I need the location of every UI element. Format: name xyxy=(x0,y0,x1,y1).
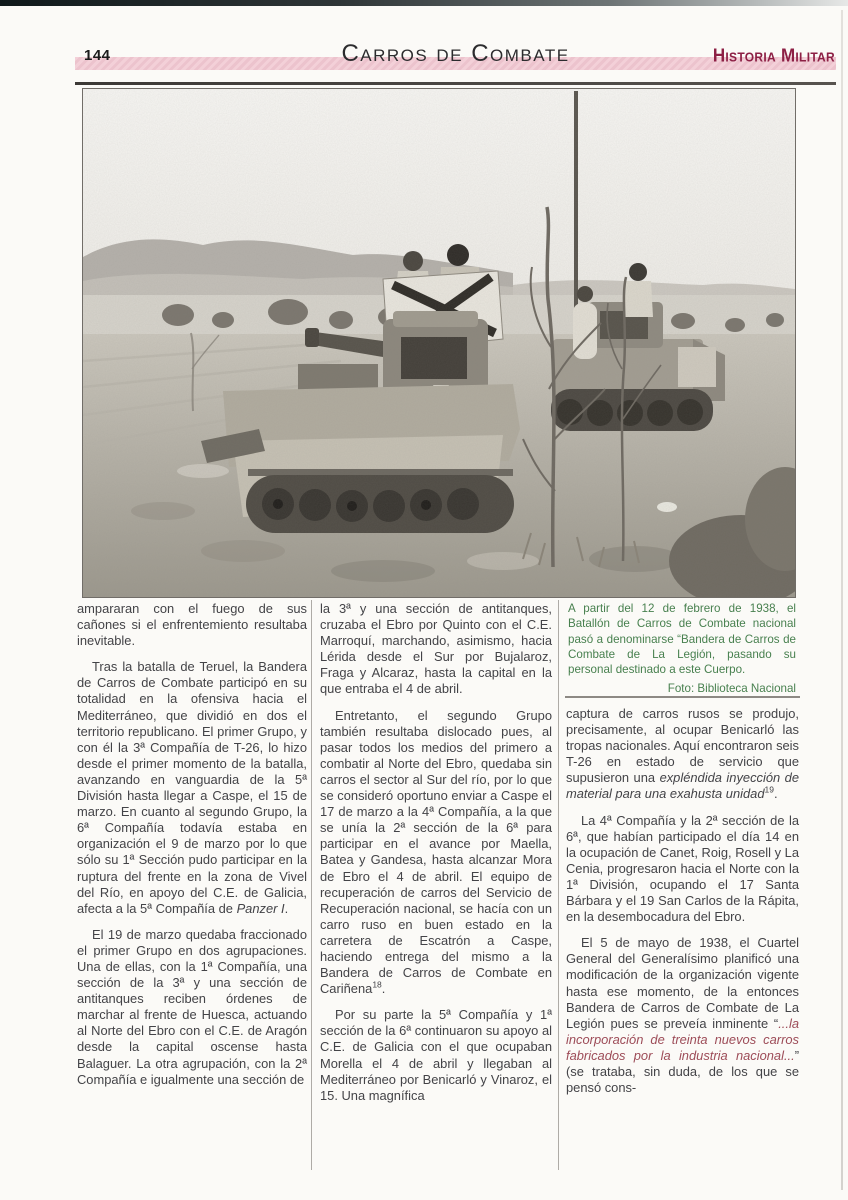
paragraph xyxy=(77,927,307,1088)
paragraph-text: . xyxy=(773,786,778,802)
paragraph-text: ” (se trataba, sin duda, de los que se pensó cons- xyxy=(566,1047,799,1096)
text-column-2 xyxy=(320,601,552,1114)
paragraph xyxy=(320,708,552,998)
paragraph-text: ampararan con el fuego de sus cañones si el enfrentemiento resultaba inevitable. xyxy=(77,601,307,649)
paragraph-text: La 4ª Compañía y la 2ª sección de la 6ª, que habían participado el día 14 en la ocupación de Canet, Roig, Rosell y La Cenia, progresaron hacia el Norte con la 1ª División, ocupando el 17 Santa Bárbara y el 19 San Carlos de la Rápita, en la desembocadura del Ebro. xyxy=(566,812,799,925)
photo-caption xyxy=(568,601,796,697)
header-rule xyxy=(75,82,836,85)
paragraph xyxy=(77,659,307,917)
text-column-1 xyxy=(77,601,307,1098)
section-title: Carros de Combate xyxy=(341,40,570,67)
tank-photo xyxy=(82,88,796,598)
caption-text: A partir del 12 de febrero de 1938, el Batallón de Carros de Combate nacional pasó a denominarse “Bandera de Carros de Combate de La Legión, pasando su personal destinado a este Cuerpo. xyxy=(568,602,796,677)
paragraph-text: . xyxy=(381,981,386,997)
paragraph xyxy=(320,601,552,698)
caption-credit: Foto: Biblioteca Nacional xyxy=(667,682,796,696)
scan-edge-top xyxy=(0,0,848,6)
tank-photo-illustration xyxy=(83,89,795,597)
footnote-marker: 19 xyxy=(764,785,774,796)
paragraph xyxy=(77,601,307,649)
page-number: 144 xyxy=(84,47,111,64)
paragraph-text: El 19 de marzo quedaba fraccionado el primer Grupo en dos agrupaciones. Una de ellas, con la 1ª Compañía, una sección de la 3ª y una sección de antitanques reciben órdenes de marchar al frente de Huesca, actuando al Norte del Ebro con el C.E. de Aragón desde la capital oscense hasta Balaguer. La otra agrupación, con la 2ª Compañía e igualmente una sección de xyxy=(77,926,307,1087)
column-divider-2 xyxy=(558,600,559,1170)
paragraph-text: Tras la batalla de Teruel, la Bandera de Carros de Combate participó en su totalidad en la ofensiva hacia el Mediterráneo, que dividió en dos el territorio republicano. El primer Grupo, y con él la 3ª Compañía de T-26, lo hizo desde el primer momento de la batalla, avanzando en vanguardia de la 5ª División hasta llegar a Caspe, el 15 de marzo. En cuanto al segundo Grupo, la 6ª Compañía todavía estaba en organización el 9 de marzo por lo que sólo su 1ª Sección pudo participar en la ruptura del frente en la zona de Vivel del Río, en apoyo del C.E. de Galicia, afecta a la 5ª Compañía de xyxy=(77,659,307,916)
caption-rule xyxy=(565,696,800,698)
paragraph xyxy=(320,1007,552,1104)
magazine-logo: Historia Militar xyxy=(712,45,835,66)
quoted-italic-text: ...la incorporación de treinta nuevos carros fabricados por la industria nacional... xyxy=(566,1015,799,1063)
italic-text: expléndida inyección de material para una exahusta unidad xyxy=(566,770,799,802)
paragraph-text: Por su parte la 5ª Compañía y 1ª sección de la 6ª continuaron su apoyo al C.E. de Galicia con el que ocupaban Morella el 4 de abril y llegaban al Mediterráneo por Benicarló y Vinaroz, el 15. Una magnífica xyxy=(320,1007,552,1103)
paragraph-text: Entretanto, el segundo Grupo también resultaba dislocado pues, al pasar todos los medios del primero a combatir al Norte del Ebro, quedaba sin carros el sector al Sur del río, por lo que se consideró oportuno enviar a Caspe el 17 de marzo a la 4ª Compañía, a la que se unía la 2ª sección de la 6ª para participar en el avance por Maella, Batea y Gandesa, hasta alcanzar Mora de Ebro el 4 de abril. El equipo de recuperación de carros del Servicio de Recuperación nacional, se hacía con un carro ruso en buen estado en la carretera de Escatrón a Caspe, haciendo entrega del mismo a la Bandera de Carros de Combate en Cariñena xyxy=(320,707,552,997)
paragraph-text: El 5 de mayo de 1938, el Cuartel General del Generalísimo planificó una modificación de la organización vigente hasta ese momento, de la entonces Bandera de Carros de Combate de La Legión pues se preveía inminente “ xyxy=(566,935,799,1031)
paragraph-text: . xyxy=(284,900,289,916)
film-grain xyxy=(83,89,795,597)
paragraph xyxy=(566,935,799,1096)
paragraph xyxy=(566,706,799,803)
italic-text: Panzer I xyxy=(236,900,285,916)
scan-edge-right xyxy=(841,10,843,1190)
text-column-3 xyxy=(566,706,799,1106)
column-divider-1 xyxy=(311,600,312,1170)
paragraph-text: captura de carros rusos se produjo, precisamente, al ocupar Benicarló las tropas nacionales. Aquí encontraron seis T-26 en estado de servicio que supusieron una xyxy=(566,706,799,786)
paragraph-text: la 3ª y una sección de antitanques, cruzaba el Ebro por Quinto con el C.E. Marroquí, marchando, asimismo, hacia Lérida desde el Sur por Bujalaroz, Fraga y Alcaraz, hasta la capital en la que entraba el 4 de abril. xyxy=(320,601,552,697)
footnote-marker: 18 xyxy=(372,979,382,990)
paragraph xyxy=(566,813,799,926)
